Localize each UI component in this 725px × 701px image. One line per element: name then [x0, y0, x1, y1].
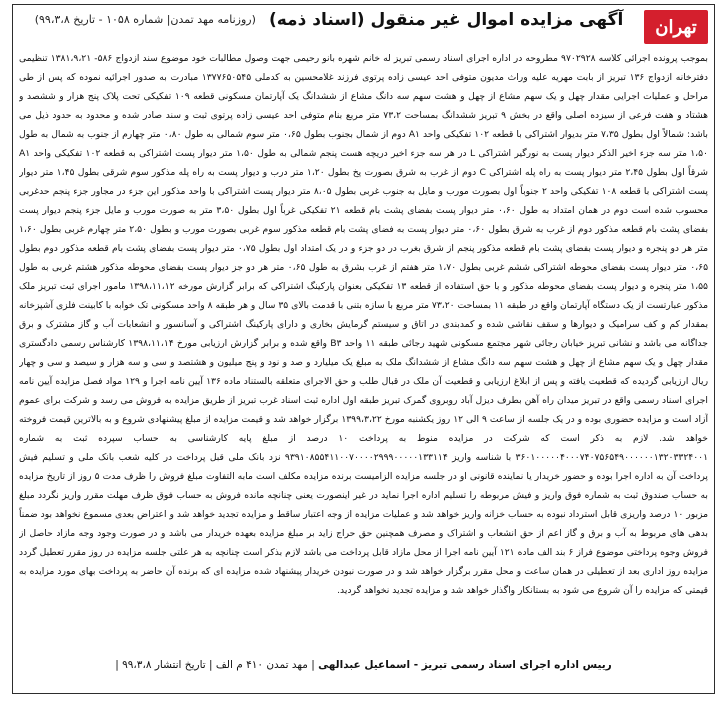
notice-frame — [12, 4, 715, 694]
notice-body: بموجب پرونده اجرائی کلاسه ۹۷۰۲۹۲۸ مطروحه در اداره اجرای اسناد رسمی تبریز له خانم شهره بانو رحیمی جهت وصول مطالبات خود موضوع سند ازدواج ۵۸۶- ۱۳۸۱،۹،۲۱ تنظیمی دفترخانه ازدواج ۱۳۶ تبریز از بابت مهریه علیه وراث مدیون متوفی احد عیسی زاده پرتوی فرزند غلامحسین به کدملی ۱۳۷۷۶۵۰۵۴۵ مبادرت به صدور اجرائیه نموده که پس از طی مراحل و عملیات اجرایی مقدار چهل و یک سهم مشاع از چهل و هشت سهم سه دانگ مشاع از ششدانگ یک آپارتمان مسکونی قطعه ۱۰۹ تفکیکی تحت پلاک پنج هزار و ششصد و هشتاد و هفت فرعی از سیزده اصلی واقع در بخش ۹ تبریز ششدانگ بمساحت ۷۳،۲ متر مربع بنام متوفی احد عیسی زاده پرتوی ثبت و سند صادر شده و محدود به حدود ذیل می باشد: شمالاً اول بطول ۷،۳۵ متر بدیوار اشتراکی با قطعه ۱۰۲ تفکیکی واحد A۱ دوم از شمال بجنوب بطول ۰،۶۵ متر سوم شمالی به طول ۰،۸۰ متر چهارم از جنوب به شمال به طول ۱،۵۰ متر سه جزء اخیر الذکر دیوار پست به نورگیر اشتراکی L در هر سه جزء اخیر دریچه هست پنجم شمالی به طول ۱،۵۰ متر دیوار پست اشتراکی به قطعه ۱۰۲ تفکیکی واحد A۱ شرقاً اول بطول ۲،۴۵ متر دیوار پست به راه پله اشتراکی C دوم از غرب به شرق بصورت پخ بطول ۱،۲۰ متر درب و دیوار پست به راه پله مذکور سوم شرقی بطول ۱،۴۵ متر دیوار پست اشتراکی با قطعه ۱۰۸ تفکیکی واحد ۲ جنوباً اول بصورت مورب و مایل به جنوب غربی بطول ۸،۰۵ متر دیوار پست اشتراکی با واحد مذکور این جزء در مجاور جزء پنجم حدغربی محسوب شده است دوم در همان امتداد به طول ۰،۶۰ متر دیوار پست بفضای پشت بام قطعه ۲۱ تفکیکی غرباً اول بطول ۳،۵۰ متر به صورت مورب و مایل جزء پنجم دیوار پست بفضای پشت بام قطعه مذکور دوم از غرب به شرق بطول ۰،۶۰ متر دیوار پست به فضای پشت بام قطعه مذکور سوم غربی بصورت مورب و بطول ۲،۵۰ متر چهارم غربی بطول ۱،۶۰ متر هر دو پنجره و دیوار پست بفضای پشت بام قطعه مذکور پنجم از شرق بغرب در دو جزء و در یک امتداد اول بطول ۰،۷۵ متر دیوار پست بفضای پشت بام قطعه مذکور دوم بطول ۰،۶۵ متر دیوار پست بفضای محوطه اشتراکی ششم غربی بطول ۱،۷۰ متر هفتم از غرب بشرق به طول ۰،۶۵ متر هر دو جز دیوار پست بفضای محوطه مذکور هشتم غربی به طول ۱،۵۵ متر پنجره و دیوار پست بفضای محوطه مذکور و با حق استفاده از قطعه ۱۳ تفکیکی بعنوان پارکینگ اشتراکی که برابر گزارش مورخه ۱۳۹۸،۱۱،۱۲ مامور اجرای ثبت تبریز ملک مذکور عبارتست از یک دستگاه آپارتمان واقع در طبقه ۱۱ بمساحت ۷۳،۲۰ متر مربع با سازه بتنی با قدمت بالای ۳۵ سال و هر طبقه ۸ واحد مسکونی تک خوابه با کابینت فلزی آشپزخانه بمقدار کم و کف سرامیک و دیوارها و سقف نقاشی شده و کمدبندی در اتاق و سیستم گرمایش بخاری و دارای پارکینگ اشتراکی و آسانسور و انشعابات آب و گاز مشترک و برق جداگانه می باشد و نشانی تبریز خیابان رجائی شهر مجتمع مسکونی شهید رجائی طبقه ۱۱ واحد B۳ واقع شده و برابر گزارش ارزیابی مورخ ۱۳۹۸،۱۱،۱۴ کارشناس رسمی دادگستری مقدار چهل و یک سهم مشاع از چهل و هشت سهم سه دانگ مشاع از ششدانگ ملک به مبلغ یک میلیارد و صد و نود و پنج میلیون و هشتصد و سی و سه هزار و سیصد و سی و چهار ریال ارزیابی گردیده که قطعیت یافته و پس از ابلاغ ارزیابی و قطعیت آن ملک در قبال طلب و حق الاجرای متعلقه بالستناد ماده ۱۳۶ آیین نامه اجرا و ۱۲۹ مواد فصل مزایده آیین نامه اجرای اسناد رسمی واقع در تبریز میدان راه آهن بطرف دیزل آباد روبروی گمرک تبریز طبقه اول اداره ثبت اسناد غرب تبریز از طریق مزایده به فروش می رسد و شرکت برای عموم آزاد است و مزایده حضوری بوده و در یک جلسه از ساعت ۹ الی ۱۲ روز یکشنبه مورخ ۱۳۹۹،۳،۲۲ برگزار خواهد شد و قیمت مزایده از مبلغ پیشنهادی شروع و به بالاترین قیمت فروخته خواهد شد. لازم به ذکر است که شرکت در مزایده منوط به پرداخت ۱۰ درصد از مبلغ پایه کارشناسی به حساب سپرده ثبت به شماره ۳۶۰۱۰۰۰۰۰۴۰۰۰۷۴۰۷۵۶۵۴۹۰۰۰۰۰۰۱۳۲۰۳۳۲۴۰۰۱ با شناسه واریز ۹۳۹۱۰۸۵۵۴۱۱۰۰۷۰۰۰۰۲۹۹۹۰۰۰۰۰۱۳۳۱۱۴ نزد بانک ملی قبل پرداخت در کلیه شعب بانک ملی و تسلیم فیش پرداخت آن به اداره اجرا بوده و حضور خریدار یا نماینده قانونی او در جلسه مزایده الزامیست برنده مزایده مکلف است مابه التفاوت مبلغ فروش را ظرف مدت ۵ روز از تاریخ مزایده به حساب صندوق ثبت به شماره فوق واریز و فیش مربوطه را تسلیم اداره اجرا نماید در غیر اینصورت یعنی چنانچه مانده فروش به حساب فوق ظرف مهلت مقرر واریز نگردد مبلغ مزبور ۱۰ درصد واریزی قابل استرداد نبوده به حساب خزانه واریز خواهد شد و عملیات مزایده از وجه اعتبار ساقط و مزایده تجدید خواهد شد و اعتراض بعدی مسموع نخواهد بود ضمناً بدهی های مربوط به آب و برق و گاز اعم از حق انشعاب و اشتراک و مصرف همچنین حق حراج زاید بر مبلغ مزایده بعهده خریدار می باشد و در صورت وجود وجه مازاد حاصل از فروش وجوه پرداختی موضوع فراز ۶ بند الف ماده ۱۲۱ آیین نامه اجرا از محل مازاد قابل پرداخت می باشد لازم بذکر است چنانچه به هر علتی جلسه مزایده در روز مقرر تعطیل گردد مزایده روز اداری بعد از تعطیلی در همان ساعت و محل مقرر برگزار خواهد شد و در صورت نبودن خریدار پیشنهاد شده مزایده ای که برنده آن حاضر به پرداخت بهای مورد مزایده به قیمتی که مزایده را آن شروع می شود به بستانکار واگذار خواهد شد و مزایده تجدید نخواهد گردید. — [19, 53, 708, 596]
notice-title: آگهی مزایده اموال غیر منقول (اسناد ذمه) — [268, 9, 624, 30]
newspaper-logo — [644, 10, 708, 44]
notice-header — [13, 5, 714, 49]
publication-note: | مهد تمدن ۴۱۰ م الف | تاریخ انتشار ۹۹،۳،۸ | — [115, 659, 315, 671]
headline — [24, 9, 634, 45]
signature-line: رییس اداره اجرای اسناد رسمی تبریز - اسماعیل عبدالهی — [318, 659, 612, 671]
logo-text: تهران — [655, 16, 697, 38]
notice-subtitle: (روزنامه مهد تمدن| شماره ۱۰۵۸ - تاریخ ۹۹،۳،۸) — [34, 13, 256, 26]
notice-footer — [19, 659, 708, 683]
